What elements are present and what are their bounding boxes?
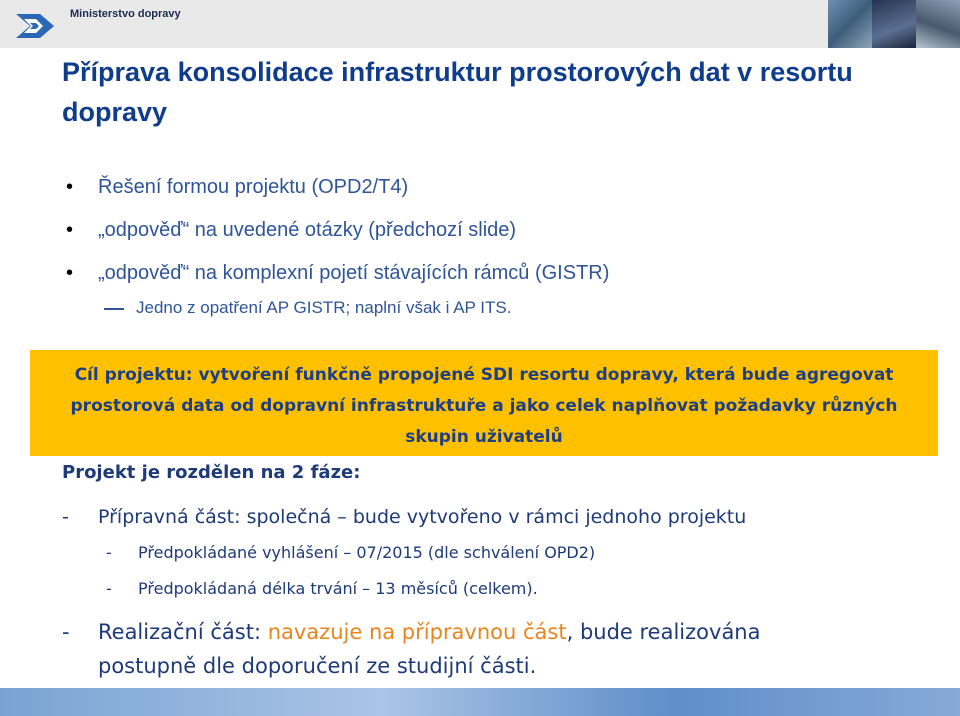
- bullet-item: • „odpověď“ na komplexní pojetí stávajících rámců (GISTR): [62, 256, 609, 299]
- sub-bullet-text: Jedno z opatření AP GISTR; naplní však i AP ITS.: [136, 298, 512, 317]
- page-title: Příprava konsolidace infrastruktur prostorových dat v resortu dopravy: [62, 57, 853, 127]
- phase-subitem-text: Předpokládané vyhlášení – 07/2015 (dle schválení OPD2): [138, 543, 596, 562]
- photo-rail: [916, 0, 960, 48]
- dash-marker: -: [106, 543, 112, 562]
- footer-band: [0, 688, 960, 716]
- ministry-logo-icon: [14, 10, 58, 40]
- phase-text: Realizační část:: [98, 620, 268, 644]
- header-band: [0, 0, 960, 48]
- bullet-list: [62, 170, 609, 299]
- ministry-name: Ministerstvo dopravy: [70, 8, 181, 20]
- sub-bullet: [104, 298, 511, 318]
- dash-marker: -: [62, 620, 70, 644]
- phase-text: , bude realizována: [566, 620, 761, 644]
- phase-item-implementation: [62, 615, 761, 649]
- phase-subitem: [106, 579, 538, 598]
- bullet-item: • Řešení formou projektu (OPD2/T4): [62, 170, 609, 213]
- phase-item-implementation-continued: postupně dle doporučení ze studijní části.: [98, 654, 537, 678]
- dash-marker: -: [106, 579, 112, 598]
- phase-item-preparatory: [62, 506, 746, 528]
- phase-text-accent: navazuje na přípravnou část: [267, 620, 567, 644]
- phase-subitem: [106, 543, 595, 562]
- bullet-item: • „odpověď“ na uvedené otázky (předchozí slide): [62, 213, 609, 256]
- phases-heading: Projekt je rozdělen na 2 fáze:: [62, 462, 361, 483]
- header-photos: [828, 0, 960, 48]
- dash-marker: [104, 308, 124, 310]
- project-goal-box: Cíl projektu: vytvoření funkčně propojené SDI resortu dopravy, která bude agregovat prostorová data od dopravní infrastruktuře a jako celek naplňovat požadavky různých skupin uživatelů: [30, 350, 938, 456]
- photo-night-city: [872, 0, 916, 48]
- phase-text: Přípravná část: společná – bude vytvořeno v rámci jednoho projektu: [98, 506, 747, 528]
- photo-aerial: [828, 0, 872, 48]
- dash-marker: -: [62, 506, 69, 528]
- phase-subitem-text: Předpokládaná délka trvání – 13 měsíců (celkem).: [138, 579, 538, 598]
